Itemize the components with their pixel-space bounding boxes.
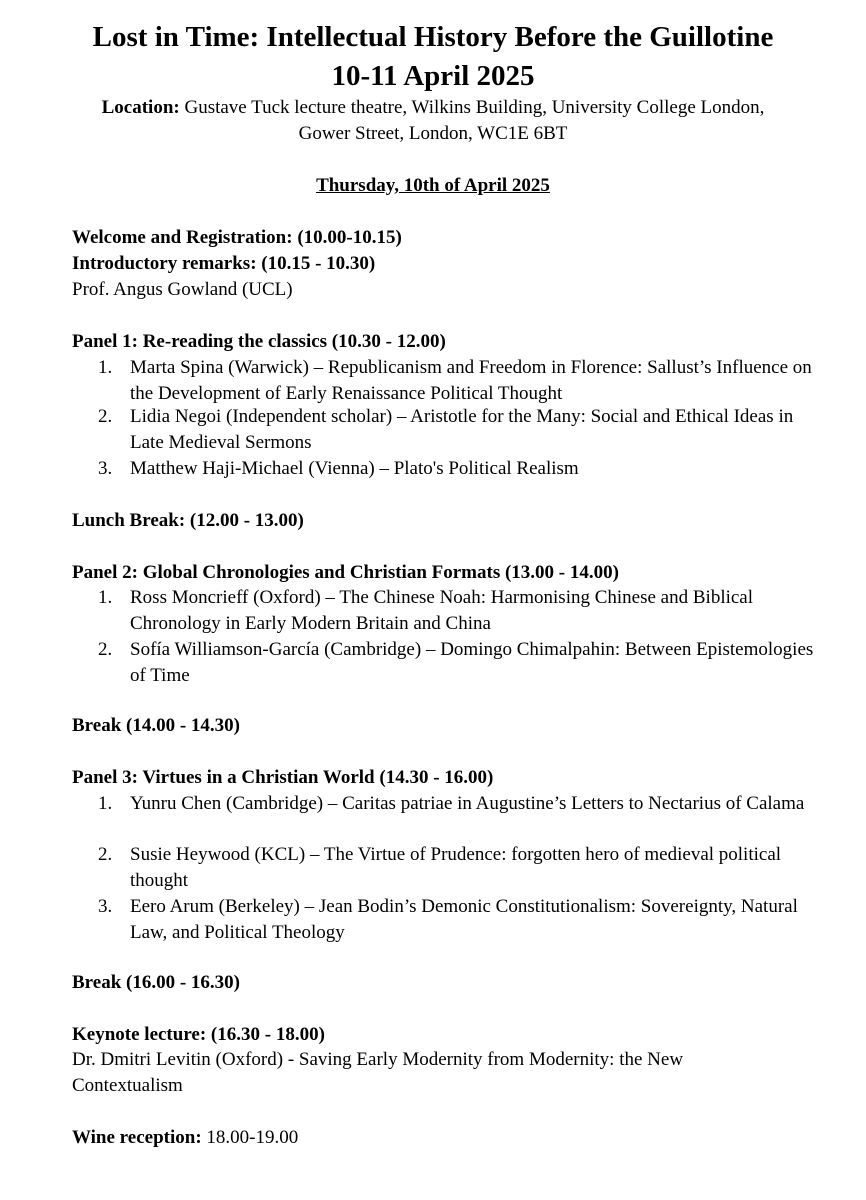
item-text: Susie Heywood (KCL) – The Virtue of Prudence: forgotten hero of medieval political thought [130,844,782,891]
intro-heading: Introductory remarks: (10.15 - 10.30) [72,253,376,274]
panel-1-item [98,456,818,482]
item-number: 2. [98,844,113,865]
lunch-time: (12.00 - 13.00) [189,510,304,531]
panel-2-item [98,585,818,637]
item-number: 2. [98,406,113,427]
keynote-heading: Keynote lecture: (16.30 - 18.00) [72,1024,325,1045]
location-label: Location: [101,97,180,118]
item-text: Sofía Williamson-García (Cambridge) – Domingo Chimalpahin: Between Epistemologies of Time [130,639,814,686]
item-number: 2. [98,639,113,660]
item-text: Eero Arum (Berkeley) – Jean Bodin’s Demonic Constitutionalism: Sovereignty, Natural Law, and Political Theology [130,896,798,943]
item-number: 1. [98,587,113,608]
location-line-1 [0,95,866,121]
item-number: 1. [98,357,113,378]
item-text: Ross Moncrieff (Oxford) – The Chinese Noah: Harmonising Chinese and Biblical Chronology in Early Modern Britain and China [130,587,754,634]
conference-dates: 10-11 April 2025 [331,60,535,92]
conference-title: Lost in Time: Intellectual History Before the Guillotine [92,21,774,53]
lunch-label: Lunch Break: [72,510,186,531]
welcome-heading: Welcome and Registration: (10.00-10.15) [72,227,402,248]
keynote-text: Dr. Dmitri Levitin (Oxford) - Saving Early Modernity from Modernity: the New Contextualism [72,1049,684,1096]
day-heading: Thursday, 10th of April 2025 [316,175,550,196]
intro-speaker: Prof. Angus Gowland (UCL) [72,279,293,300]
item-text: Marta Spina (Warwick) – Republicanism and Freedom in Florence: Sallust’s Influence on the Development of Early Renaissance Political Thought [130,357,812,404]
wine-time: 18.00-19.00 [206,1127,299,1148]
panel-1-item [98,355,818,407]
location-line-2: Gower Street, London, WC1E 6BT [298,123,568,144]
panel-3-item [98,842,818,894]
wine-reception [72,1125,832,1151]
item-number: 3. [98,896,113,917]
item-text: Lidia Negoi (Independent scholar) – Aristotle for the Many: Social and Ethical Ideas in Late Medieval Sermons [130,406,794,453]
item-text: Yunru Chen (Cambridge) – Caritas patriae in Augustine’s Letters to Nectarius of Calama [130,793,805,814]
break-2: Break (16.00 - 16.30) [72,972,240,993]
panel-3-item [98,894,818,946]
item-text: Matthew Haji-Michael (Vienna) – Plato's Political Realism [130,458,579,479]
panel-3-item [98,791,818,817]
panel-2-item [98,637,818,689]
panel-3-heading: Panel 3: Virtues in a Christian World (14.30 - 16.00) [72,767,494,788]
panel-1-heading: Panel 1: Re-reading the classics (10.30 - 12.00) [72,331,446,352]
item-number: 1. [98,793,113,814]
location-text-1: Gustave Tuck lecture theatre, Wilkins Building, University College London, [184,97,765,118]
lunch-break [72,508,832,534]
break-1: Break (14.00 - 14.30) [72,715,240,736]
item-number: 3. [98,458,113,479]
panel-1-item [98,404,818,456]
panel-2-heading: Panel 2: Global Chronologies and Christian Formats (13.00 - 14.00) [72,562,619,583]
wine-label: Wine reception: [72,1127,202,1148]
